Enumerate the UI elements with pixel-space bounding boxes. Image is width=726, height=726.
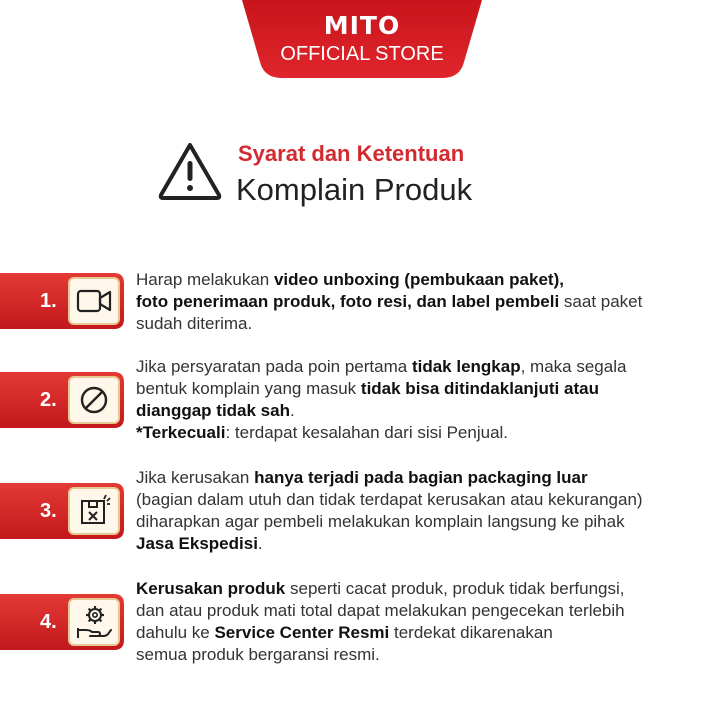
text-line <box>136 291 696 313</box>
store-label: OFFICIAL STORE <box>280 43 444 65</box>
text: sudah diterima. <box>136 314 253 333</box>
text: Jika persyaratan pada poin pertama <box>136 357 412 376</box>
item-2-text <box>136 356 696 444</box>
item-1-text <box>136 269 696 335</box>
item-number: 4. <box>40 611 57 633</box>
bold-text: tidak bisa ditindaklanjuti atau <box>360 379 599 398</box>
store-banner <box>242 0 482 80</box>
bold-text: Service Center Resmi <box>214 623 390 642</box>
bold-text: hanya terjadi pada bagian packaging luar <box>254 468 588 487</box>
text-line <box>136 511 696 533</box>
bold-text: Jasa Ekspedisi <box>136 534 258 553</box>
text-line <box>136 356 696 378</box>
bold-text: video unboxing (pembukaan paket), <box>273 270 564 289</box>
warning-icon <box>157 141 223 206</box>
bold-text: tidak lengkap <box>411 357 521 376</box>
text: bentuk komplain yang masuk <box>136 379 361 398</box>
text-line <box>136 622 696 644</box>
text-line <box>136 400 696 422</box>
text-line <box>136 467 696 489</box>
text-line <box>136 644 696 666</box>
page-subtitle: Komplain Produk <box>236 172 473 207</box>
text: saat paket <box>559 292 643 311</box>
damaged-package-icon <box>68 487 120 535</box>
bold-text: foto penerimaan produk, foto resi, dan label pembeli <box>136 292 560 311</box>
item-number: 3. <box>40 500 57 522</box>
text-line <box>136 578 696 600</box>
text: , maka segala <box>520 357 627 376</box>
brand-logo: MITO <box>323 11 401 40</box>
bold-text: *Terkecuali <box>136 423 226 442</box>
text: Jika kerusakan <box>136 468 255 487</box>
text-line <box>136 600 696 622</box>
bold-text: Kerusakan produk <box>136 579 286 598</box>
text: terdekat dikarenakan <box>389 623 553 642</box>
item-3-text <box>136 467 696 555</box>
text: (bagian dalam utuh dan tidak terdapat kerusakan atau kekurangan) <box>136 490 643 509</box>
text-line <box>136 378 696 400</box>
text: semua produk bergaransi resmi. <box>136 645 380 664</box>
text-line <box>136 313 696 335</box>
video-camera-icon <box>68 277 120 325</box>
text: seperti cacat produk, produk tidak berfungsi, <box>285 579 625 598</box>
page-title: Syarat dan Ketentuan <box>238 141 465 166</box>
item-2-tab <box>0 372 124 428</box>
text: . <box>289 401 295 420</box>
item-1-tab <box>0 273 124 329</box>
text: diharapkan agar pembeli melakukan komplain langsung ke pihak <box>136 512 625 531</box>
item-4-text <box>136 578 696 666</box>
prohibited-icon <box>68 376 120 424</box>
text-line <box>136 533 696 555</box>
text-line <box>136 269 696 291</box>
bold-text: dianggap tidak sah <box>136 401 290 420</box>
text: dahulu ke <box>136 623 215 642</box>
text: Harap melakukan <box>136 270 274 289</box>
text: . <box>257 534 263 553</box>
item-number: 2. <box>40 389 57 411</box>
text: : terdapat kesalahan dari sisi Penjual. <box>225 423 509 442</box>
service-gear-hand-icon <box>68 598 120 646</box>
text-line <box>136 489 696 511</box>
item-number: 1. <box>40 290 57 312</box>
text-line <box>136 422 696 444</box>
text: dan atau produk mati total dapat melakukan pengecekan terlebih <box>136 601 625 620</box>
item-3-tab <box>0 483 124 539</box>
item-4-tab <box>0 594 124 650</box>
